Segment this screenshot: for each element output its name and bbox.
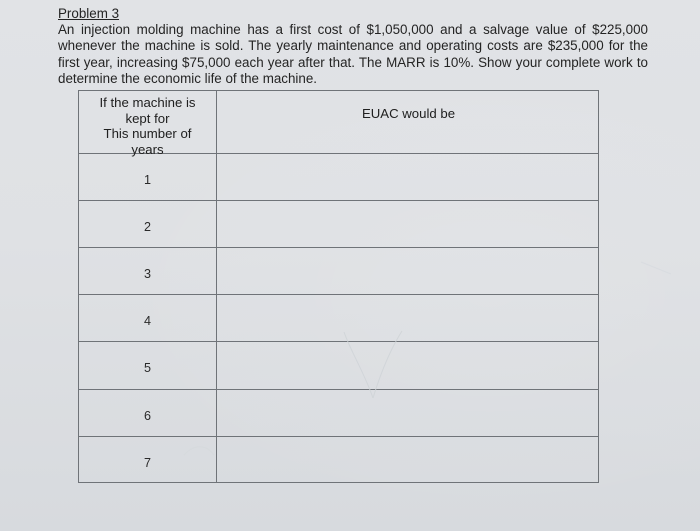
row-divider bbox=[79, 294, 598, 295]
euac-header: EUAC would be bbox=[361, 106, 456, 121]
years-header-line-2: kept for bbox=[125, 110, 170, 126]
problem-text: An injection molding machine has a first cost of $1,050,000 and a salvage value of $225,000 whenever the machine is sold. The yearly maintenance and operating costs are $235,000 for the first year, increasing $75,000 each year after that. The MARR is 10%. Show your complete work to determine the economic life of the machine. bbox=[58, 22, 648, 86]
euac-table bbox=[78, 90, 599, 483]
problem-title: Problem 3 bbox=[58, 6, 120, 21]
year-cell-3: 3 bbox=[143, 267, 151, 281]
year-cell-7: 7 bbox=[143, 456, 151, 470]
row-divider bbox=[79, 436, 598, 437]
year-cell-4: 4 bbox=[143, 314, 151, 328]
problem-statement bbox=[58, 6, 648, 87]
year-cell-6: 6 bbox=[143, 409, 151, 423]
column-divider bbox=[216, 91, 217, 482]
row-divider bbox=[79, 389, 598, 390]
years-header-line-4: years bbox=[131, 141, 164, 157]
year-cell-1: 1 bbox=[143, 173, 151, 187]
year-cell-5: 5 bbox=[143, 361, 151, 375]
year-cell-2: 2 bbox=[143, 220, 151, 234]
years-header-line-3: This number of bbox=[103, 126, 192, 141]
years-header-line-1: If the machine is bbox=[99, 95, 196, 110]
years-kept-header bbox=[79, 91, 216, 157]
row-divider bbox=[79, 341, 598, 342]
row-divider bbox=[79, 200, 598, 201]
row-divider bbox=[79, 247, 598, 248]
